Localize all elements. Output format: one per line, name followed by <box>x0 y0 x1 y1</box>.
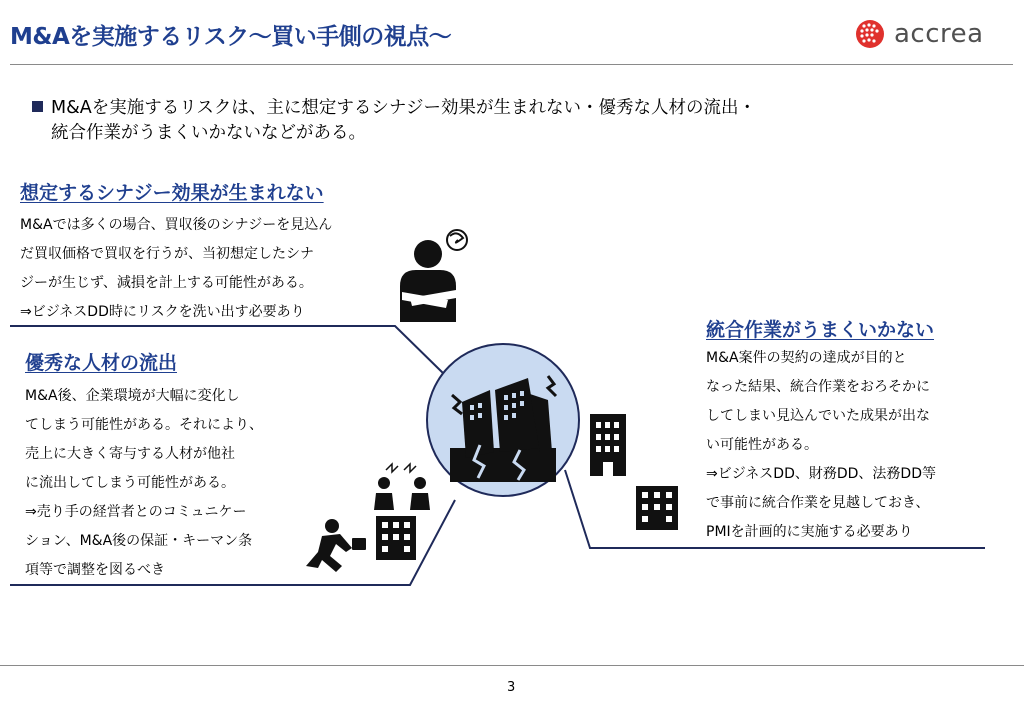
talent-line: に流出してしまう可能性がある。 <box>25 475 235 491</box>
page-title: M&Aを実施するリスク～買い手側の視点～ <box>10 24 452 50</box>
synergy-body <box>20 211 332 327</box>
integration-line: で事前に統合作業を見越しておき、 <box>706 495 930 511</box>
integration-line: してしまい見込んでいた成果が出な <box>706 408 930 424</box>
talent-title: 優秀な人材の流出 <box>25 352 178 374</box>
synergy-title: 想定するシナジー効果が生まれない <box>20 182 324 204</box>
integration-line: い可能性がある。 <box>706 437 818 453</box>
lead-line-1: M&Aを実施するリスクは、主に想定するシナジー効果が生まれない・優秀な人材の流出・ <box>51 98 757 118</box>
footer-divider <box>0 665 1024 666</box>
talent-line: ⇒売り手の経営者とのコミュニケー <box>25 504 247 520</box>
small-building-icon <box>636 486 678 530</box>
running-person-icon <box>306 519 366 572</box>
synergy-line: ⇒ビジネスDD時にリスクを洗い出す必要あり <box>20 304 305 320</box>
talent-line: 売上に大きく寄与する人材が他社 <box>25 446 235 462</box>
synergy-line: M&Aでは多くの場合、買収後のシナジーを見込ん <box>20 217 333 233</box>
lead-line-2: 統合作業がうまくいかないなどがある。 <box>51 123 366 143</box>
integration-line: PMIを計画的に実施する必要あり <box>706 524 913 540</box>
talent-line: ション、M&A後の保証・キーマン条 <box>25 533 253 549</box>
synergy-line: だ買収価格で買収を行うが、当初想定したシナ <box>20 246 314 262</box>
talent-body <box>25 382 263 585</box>
integration-line: ⇒ビジネスDD、財務DD、法務DD等 <box>706 466 936 482</box>
company-building-icon <box>376 516 416 560</box>
integration-title: 統合作業がうまくいかない <box>706 319 935 341</box>
integration-body <box>706 344 936 547</box>
integration-line: なった結果、統合作業をおろそかに <box>706 379 930 395</box>
page-number: 3 <box>507 680 516 695</box>
talent-line: M&A後、企業環境が大幅に変化し <box>25 388 240 404</box>
logo-text: accrea <box>894 19 984 49</box>
integration-line: M&A案件の契約の達成が目的と <box>706 350 907 366</box>
arguing-people-icon <box>374 464 430 510</box>
office-building-icon <box>590 414 626 476</box>
talent-line: てしまう可能性がある。それにより、 <box>25 417 263 433</box>
talent-line: 項等で調整を図るべき <box>25 562 165 578</box>
worried-person-icon <box>400 230 467 322</box>
synergy-line: ジーが生じず、減損を計上する可能性がある。 <box>20 275 313 291</box>
